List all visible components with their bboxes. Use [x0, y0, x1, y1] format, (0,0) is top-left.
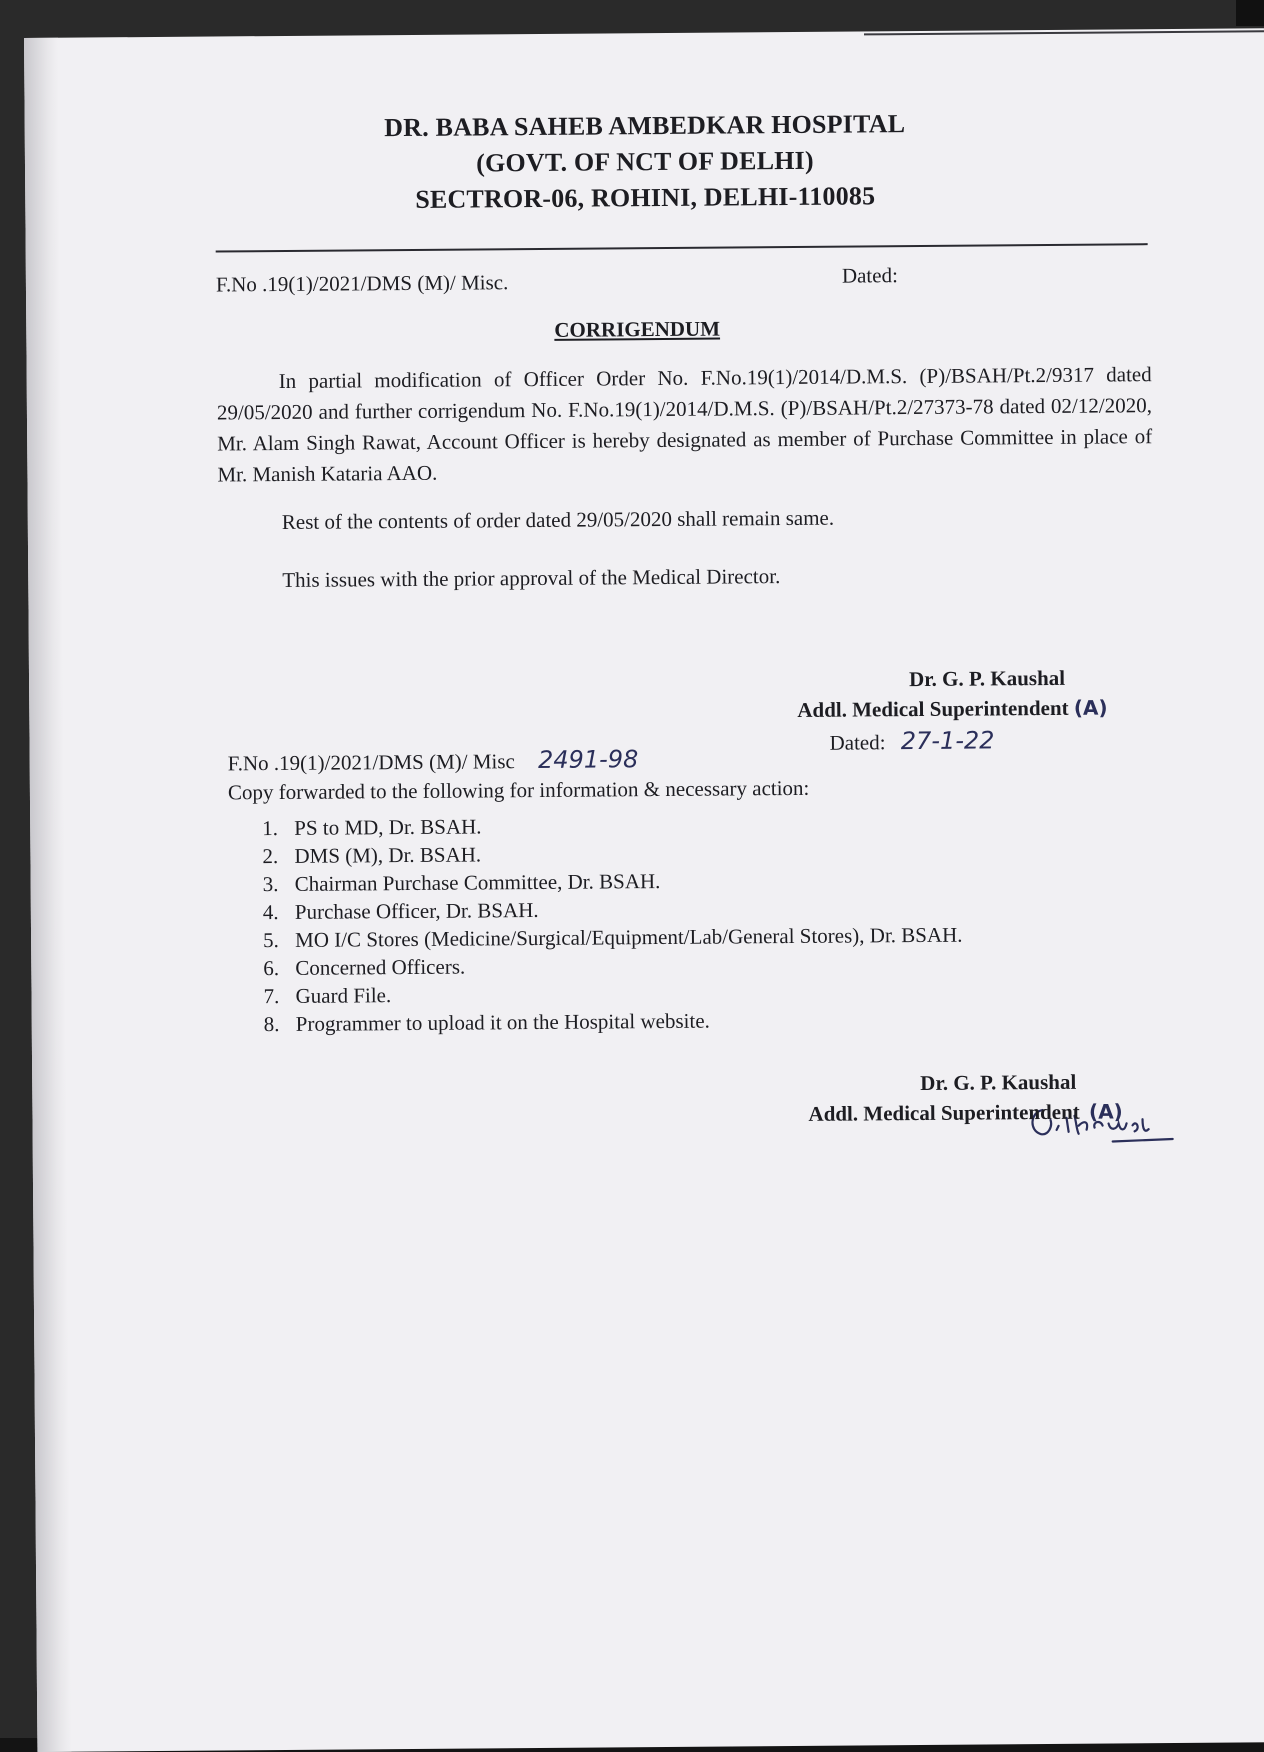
body-paragraph-2: Rest of the contents of order dated 29/05/2020 shall remain same.	[281, 505, 835, 534]
signatory-1-suffix: (A)	[1073, 695, 1108, 720]
file-number: F.No .19(1)/2021/DMS (M)/ Misc.	[215, 270, 509, 297]
forward-intro: Copy forwarded to the following for information & necessary action:	[227, 775, 810, 805]
forward-file-number-text: F.No .19(1)/2021/DMS (M)/ Misc	[227, 749, 515, 776]
signatory-2-name: Dr. G. P. Kaushal	[920, 1069, 1077, 1095]
signatory-2-designation-text: Addl. Medical Superintendent	[808, 1099, 1080, 1126]
list-item-number: 3.	[262, 872, 279, 897]
signatory-1-dated	[829, 726, 994, 755]
signatory-2-designation	[808, 1099, 1122, 1126]
signatory-1-dated-handwritten: 27-1-22	[900, 726, 995, 756]
hospital-address: SECTROR-06, ROHINI, DELHI-110085	[415, 181, 876, 214]
signatory-1-name: Dr. G. P. Kaushal	[908, 665, 1066, 692]
list-item-number: 5.	[262, 928, 279, 953]
list-item-text: Guard File.	[295, 983, 392, 1008]
signatory-1-dated-label: Dated:	[829, 730, 886, 755]
list-item-text: Purchase Officer, Dr. BSAH.	[294, 897, 539, 924]
list-item-text: Concerned Officers.	[295, 954, 466, 980]
list-item-number: 8.	[263, 1012, 280, 1037]
hospital-name: DR. BABA SAHEB AMBEDKAR HOSPITAL	[384, 109, 906, 143]
dated-label: Dated:	[841, 263, 898, 288]
list-item	[263, 921, 963, 954]
header-rule	[216, 243, 1148, 252]
list-item-number: 1.	[262, 816, 279, 841]
scan-border-corner	[1236, 0, 1264, 26]
document-page	[24, 28, 1264, 1752]
distribution-list	[262, 809, 963, 1038]
list-item-text: DMS (M), Dr. BSAH.	[294, 842, 482, 868]
list-item-number: 7.	[263, 984, 280, 1009]
list-item	[264, 1005, 964, 1038]
list-item-number: 2.	[262, 844, 279, 869]
list-item-number: 6.	[263, 956, 280, 981]
hospital-govt: (GOVT. OF NCT OF DELHI)	[476, 145, 814, 178]
body-paragraph-3: This issues with the prior approval of the Medical Director.	[282, 564, 781, 592]
body-paragraph-1: In partial modification of Officer Order No. F.No.19(1)/2014/D.M.S. (P)/BSAH/Pt.2/9317 dated 29/05/2020 and further corrigendum No. F.No.19(1)/2014/D.M.S. (P)/BSAH/Pt.2/27373-78 dated 02/12/2020, Mr. Alam Singh Rawat, Account Officer is hereby designated as member of Purchase Committee in place of Mr. Manish Kataria AAO.	[216, 362, 1153, 487]
forward-file-number	[228, 745, 639, 776]
list-item-number: 4.	[262, 900, 279, 925]
list-item-text: PS to MD, Dr. BSAH.	[294, 814, 482, 840]
forward-handwritten-number: 2491-98	[537, 745, 639, 774]
signatory-1-designation	[797, 696, 1107, 723]
list-item-text: MO I/C Stores (Medicine/Surgical/Equipment/Lab/General Stores), Dr. BSAH.	[294, 922, 963, 952]
scan-line-top	[864, 30, 1264, 35]
signatory-2-suffix: (A)	[1088, 1099, 1123, 1124]
list-item-text: Programmer to upload it on the Hospital website.	[295, 1008, 710, 1036]
signatory-1-designation-text: Addl. Medical Superintendent	[797, 695, 1069, 722]
scan-shadow-left	[24, 38, 71, 1752]
list-item-text: Chairman Purchase Committee, Dr. BSAH.	[294, 869, 661, 896]
document-title: CORRIGENDUM	[554, 316, 721, 342]
